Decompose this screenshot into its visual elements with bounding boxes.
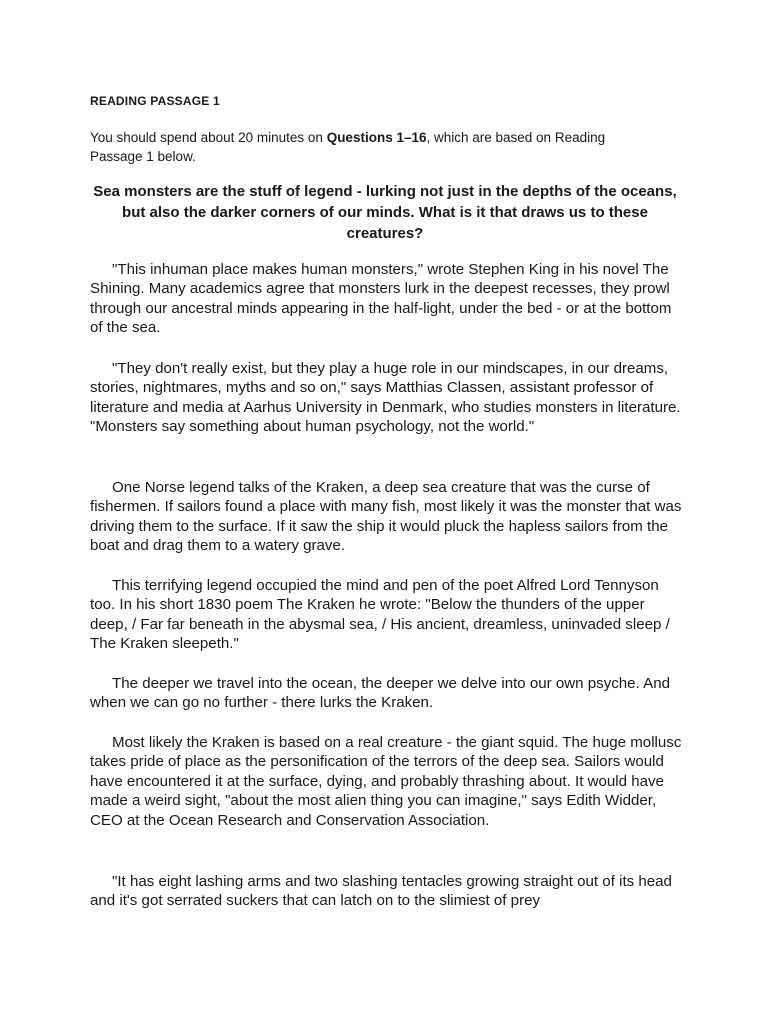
- passage-paragraph-7: "It has eight lashing arms and two slashing tentacles growing straight out of its head and it's got serrated suckers that can latch on to the slimiest of prey: [90, 873, 672, 910]
- instructions-text-end: , which are based on Reading Passage 1 below.: [90, 130, 606, 164]
- instructions: [90, 128, 655, 166]
- instructions-questions-range: Questions 1–16: [326, 130, 427, 145]
- passage-paragraph-4: This terrifying legend occupied the mind and pen of the poet Alfred Lord Tennyson too. In his short 1830 poem The Kraken he wrote: "Below the thunders of the upper deep, / Far far beneath in the abysmal sea, / His ancient, dreamless, uninvaded sleep / The Kraken sleepeth.": [90, 577, 670, 653]
- passage-paragraph-3: One Norse legend talks of the Kraken, a deep sea creature that was the curse of fishermen. If sailors found a place with many fish, most likely it was the monster that was driving them to the surface. If it saw the ship it would pluck the hapless sailors from the boat and drag them to a watery grave.: [90, 479, 682, 555]
- section-heading: READING PASSAGE 1: [90, 94, 220, 108]
- instructions-text-start: You should spend about 20 minutes on: [90, 130, 327, 145]
- passage-paragraph-6: Most likely the Kraken is based on a real creature - the giant squid. The huge mollusc takes pride of place as the personification of the terrors of the deep sea. Sailors would have encountered it at the surface, dying, and probably thrashing about. It would have made a weird sight, "about the most alien thing you can imagine," says Edith Widder, CEO at the Ocean Research and Conservation Association.: [90, 734, 682, 829]
- passage-paragraph-2: "They don't really exist, but they play a huge role in our mindscapes, in our dreams, stories, nightmares, myths and so on," says Matthias Classen, assistant professor of literature and media at Aarhus University in Denmark, who studies monsters in literature. "Monsters say something about human psychology, not the world.": [90, 360, 681, 436]
- passage-subtitle: Sea monsters are the stuff of legend - lurking not just in the depths of the oceans, but also the darker corners of our minds. What is it that draws us to these creatures?: [93, 183, 677, 242]
- passage-paragraph-5: The deeper we travel into the ocean, the deeper we delve into our own psyche. And when we can go no further - there lurks the Kraken.: [90, 675, 670, 712]
- passage-paragraph-1: "This inhuman place makes human monsters," wrote Stephen King in his novel The Shining. Many academics agree that monsters lurk in the deepest recesses, they prowl through our ancestral minds appearing in the half-light, under the bed - or at the bottom of the sea.: [90, 261, 672, 337]
